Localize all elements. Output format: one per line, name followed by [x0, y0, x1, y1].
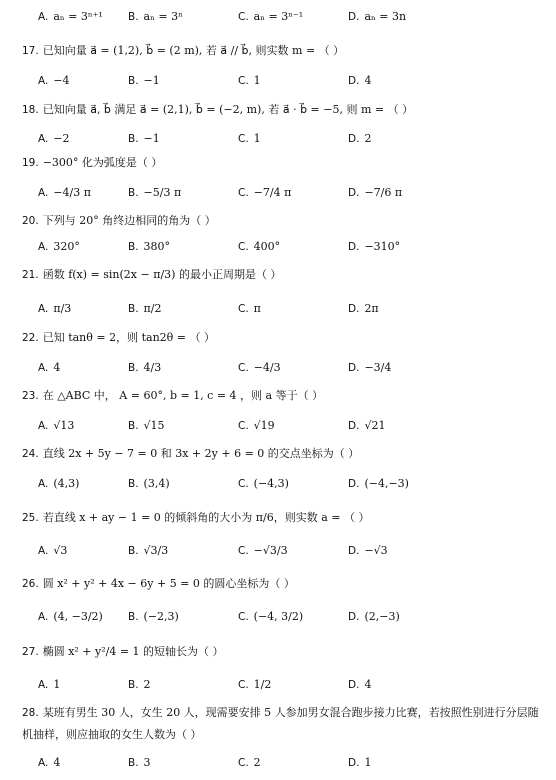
top-option-b: B. aₙ = 3ⁿ: [128, 10, 183, 23]
question-27: 27. 椭圆 x² + y²/4 = 1 的短轴长为（ ）: [22, 645, 224, 658]
q18-option-a: A. −2: [38, 132, 70, 145]
q27-options: [0, 678, 556, 702]
q17-options: [0, 74, 556, 98]
q23-option-b: B. √15: [128, 419, 165, 432]
question-26: 26. 圆 x² + y² + 4x − 6y + 5 = 0 的圆心坐标为（ ）: [22, 577, 295, 590]
q26-option-d: D. (2,−3): [348, 610, 400, 623]
question-20: 20. 下列与 20° 角终边相同的角为（ ）: [22, 214, 216, 227]
question-21: 21. 函数 f(x) = sin(2x − π/3) 的最小正周期是（ ）: [22, 268, 282, 281]
q25-option-d: D. −√3: [348, 544, 388, 557]
question-25: 25. 若直线 x + ay − 1 = 0 的倾斜角的大小为 π/6，则实数 a = （ ）: [22, 511, 370, 524]
q18-option-b: B. −1: [128, 132, 160, 145]
q18-option-c: C. 1: [238, 132, 261, 145]
question-23: 23. 在 △ABC 中， A = 60°, b = 1, c = 4 ，则 a 等于（ ）: [22, 389, 324, 402]
question-22: 22. 已知 tanθ = 2，则 tan2θ = （ ）: [22, 331, 215, 344]
question-17: 17. 已知向量 a⃗ = (1,2), b⃗ = (2 m), 若 a⃗ // b⃗, 则实数 m = （ ）: [22, 44, 345, 57]
q22-option-d: D. −3/4: [348, 361, 392, 374]
q25-option-c: C. −√3/3: [238, 544, 288, 557]
q20-option-a: A. 320°: [38, 240, 80, 253]
q21-option-c: C. π: [238, 302, 261, 315]
q21-option-b: B. π/2: [128, 302, 162, 315]
question-28: 28. 某班有男生 30 人，女生 20 人，现需要安排 5 人参加男女混合跑步接力比赛，若按照性别进行分层随机抽样，则应抽取的女生人数为（ ）: [22, 706, 539, 741]
q22-option-b: B. 4/3: [128, 361, 162, 374]
q19-option-d: D. −7/6 π: [348, 186, 403, 199]
top-option-d: D. aₙ = 3n: [348, 10, 407, 23]
q22-options: [0, 361, 556, 385]
q20-option-c: C. 400°: [238, 240, 281, 253]
q26-option-b: B. (−2,3): [128, 610, 179, 623]
q27-option-a: A. 1: [38, 678, 61, 691]
q23-options: [0, 419, 556, 443]
q17-option-a: A. −4: [38, 74, 70, 87]
q19-option-b: B. −5/3 π: [128, 186, 182, 199]
q26-option-c: C. (−4, 3/2): [238, 610, 304, 623]
q24-option-d: D. (−4,−3): [348, 477, 409, 490]
q21-option-a: A. π/3: [38, 302, 72, 315]
q27-option-d: D. 4: [348, 678, 372, 691]
q28-option-d: D. 1: [348, 756, 372, 769]
q19-options: [0, 186, 556, 210]
q25-option-b: B. √3/3: [128, 544, 169, 557]
q19-option-c: C. −7/4 π: [238, 186, 292, 199]
q22-option-c: C. −4/3: [238, 361, 281, 374]
question-18: 18. 已知向量 a⃗, b⃗ 满足 a⃗ = (2,1), b⃗ = (−2, m), 若 a⃗ · b⃗ = −5, 则 m = （ ）: [22, 103, 414, 116]
q21-options: [0, 302, 556, 326]
q28-options: [0, 756, 556, 780]
q24-option-b: B. (3,4): [128, 477, 170, 490]
q24-option-c: C. (−4,3): [238, 477, 289, 490]
top-options-row: [0, 10, 556, 34]
q23-option-c: C. √19: [238, 419, 275, 432]
q17-option-c: C. 1: [238, 74, 261, 87]
q19-option-a: A. −4/3 π: [38, 186, 91, 199]
q28-option-c: C. 2: [238, 756, 261, 769]
q27-option-c: C. 1/2: [238, 678, 272, 691]
question-24: 24. 直线 2x + 5y − 7 = 0 和 3x + 2y + 6 = 0 的交点坐标为（ ）: [22, 447, 360, 460]
q17-option-d: D. 4: [348, 74, 372, 87]
q28-option-b: B. 3: [128, 756, 151, 769]
q23-option-d: D. √21: [348, 419, 386, 432]
q24-option-a: A. (4,3): [38, 477, 80, 490]
q20-option-d: D. −310°: [348, 240, 401, 253]
q20-option-b: B. 380°: [128, 240, 171, 253]
q22-option-a: A. 4: [38, 361, 61, 374]
question-19: 19. −300° 化为弧度是（ ）: [22, 156, 163, 169]
q24-options: [0, 477, 556, 501]
q25-option-a: A. √3: [38, 544, 68, 557]
q26-option-a: A. (4, −3/2): [38, 610, 103, 623]
q18-option-d: D. 2: [348, 132, 372, 145]
q21-option-d: D. 2π: [348, 302, 379, 315]
q23-option-a: A. √13: [38, 419, 75, 432]
q20-options: [0, 240, 556, 264]
q26-options: [0, 610, 556, 634]
q17-option-b: B. −1: [128, 74, 160, 87]
q25-options: [0, 544, 556, 568]
top-option-a: A. aₙ = 3ⁿ⁺¹: [38, 10, 103, 23]
top-option-c: C. aₙ = 3ⁿ⁻¹: [238, 10, 304, 23]
q27-option-b: B. 2: [128, 678, 151, 691]
q28-option-a: A. 4: [38, 756, 61, 769]
q18-options: [0, 132, 556, 156]
